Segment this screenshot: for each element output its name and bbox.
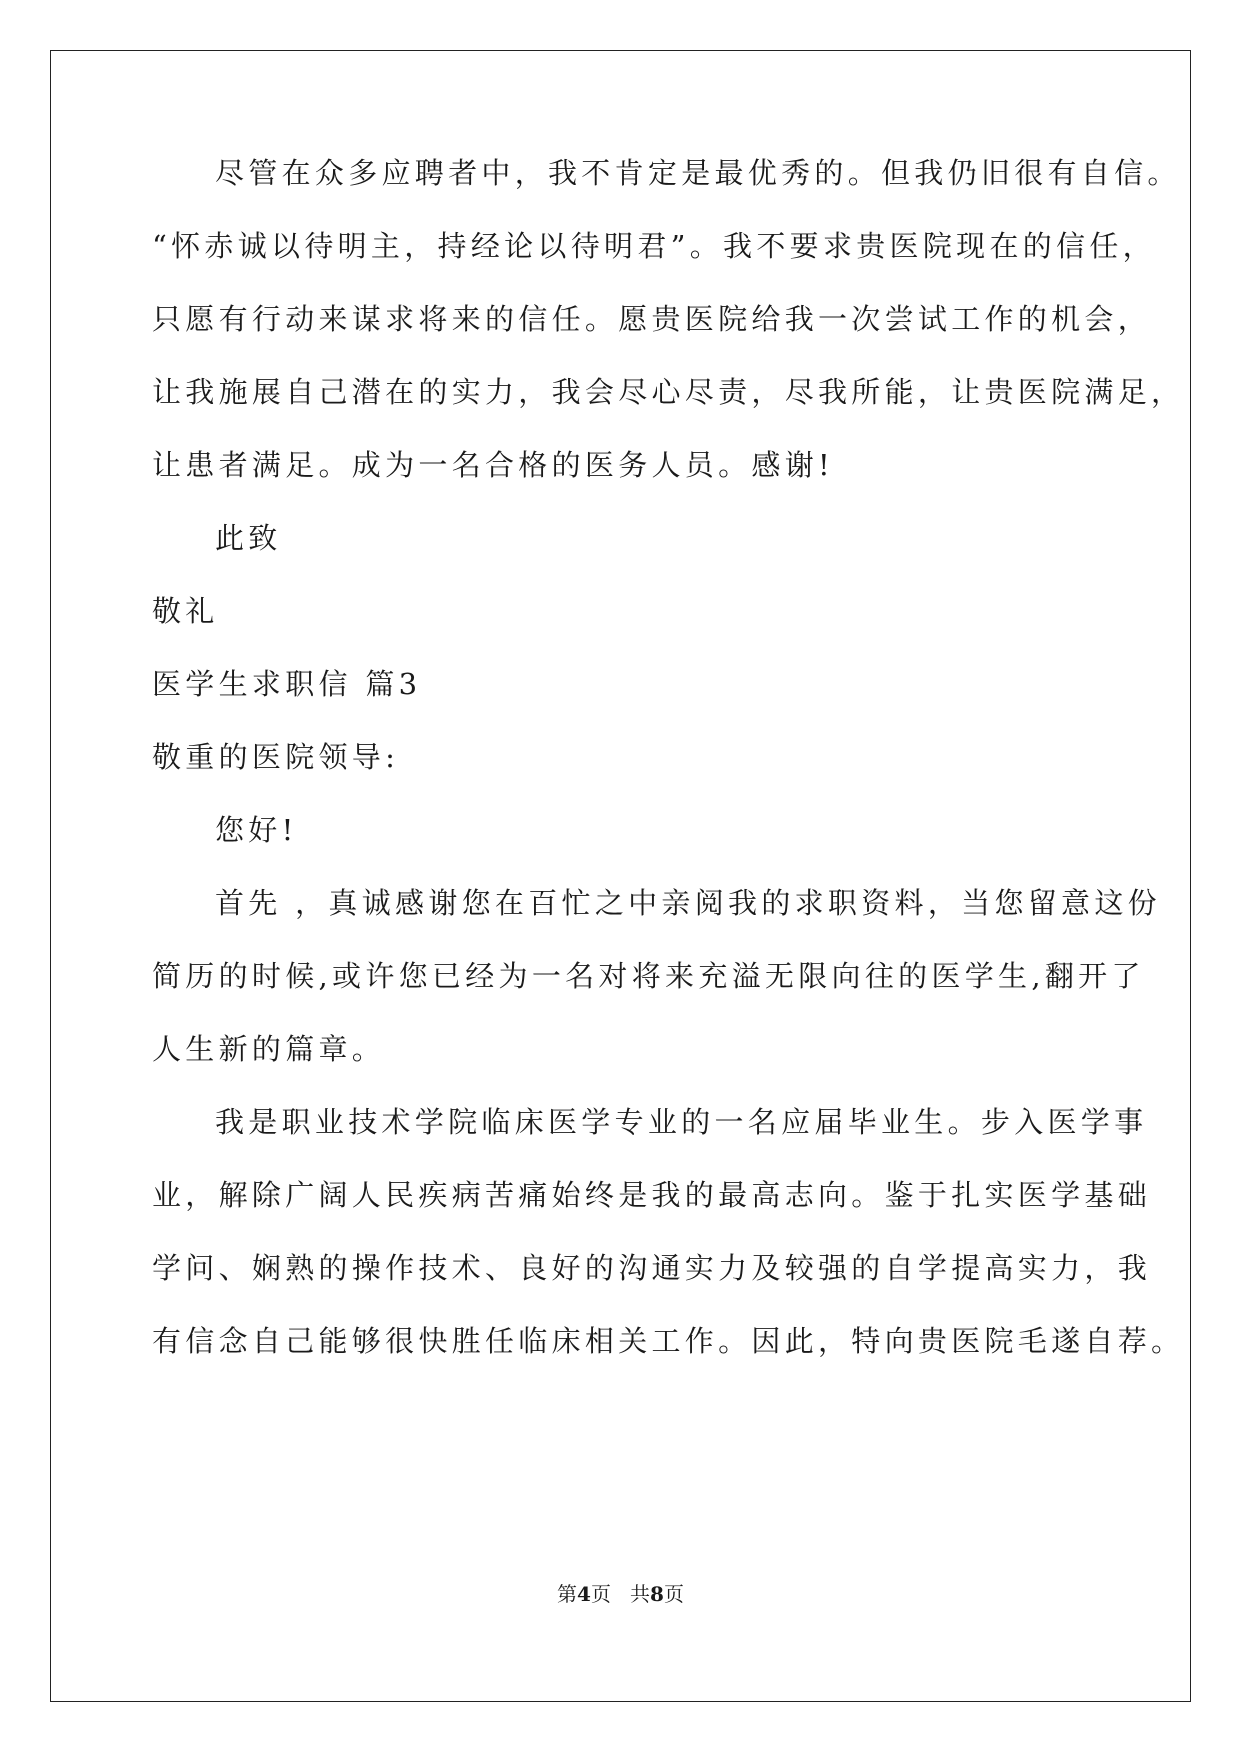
body-line: 只愿有行动来谋求将来的信任。愿贵医院给我一次尝试工作的机会， (152, 302, 1152, 336)
body-line: 有信念自己能够很快胜任临床相关工作。因此，特向贵医院毛遂自荐。 (152, 1324, 1185, 1358)
body-line: “怀赤诚以待明主，持经论以待明君”。我不要求贵医院现在的信任， (152, 229, 1156, 263)
greeting-line: 敬重的医院领导: (152, 740, 400, 774)
page-border (50, 50, 1191, 1702)
salutation-line: 此致 (215, 521, 282, 555)
salutation-line: 敬礼 (152, 594, 219, 628)
page-footer (0, 1582, 1241, 1606)
current-page-number: 4 (577, 1582, 591, 1606)
greeting-line: 您好! (215, 813, 298, 847)
body-line: 简历的时候,或许您已经为一名对将来充溢无限向往的医学生,翻开了 (152, 959, 1145, 993)
footer-prefix: 第 (557, 1582, 578, 1606)
body-line: 首先 ，真诚感谢您在百忙之中亲阅我的求职资料，当您留意这份 (215, 886, 1161, 920)
body-line: 让我施展自己潜在的实力，我会尽心尽责，尽我所能，让贵医院满足， (152, 375, 1185, 409)
footer-suffix: 页 (663, 1582, 684, 1606)
body-line: 我是职业技术学院临床医学专业的一名应届毕业生。步入医学事 (215, 1105, 1148, 1139)
body-line: 让患者满足。成为一名合格的医务人员。感谢! (152, 448, 834, 482)
body-line: 人生新的篇章。 (152, 1032, 386, 1066)
body-line: 学问、娴熟的操作技术、良好的沟通实力及较强的自学提高实力，我 (152, 1251, 1152, 1285)
total-page-number: 8 (650, 1582, 664, 1606)
body-line: 业，解除广阔人民疾病苦痛始终是我的最高志向。鉴于扎实医学基础 (152, 1178, 1152, 1212)
body-line: 尽管在众多应聘者中，我不肯定是最优秀的。但我仍旧很有自信。 (215, 156, 1181, 190)
section-heading: 医学生求职信 篇3 (152, 667, 422, 701)
footer-mid: 页 共 (590, 1582, 651, 1606)
